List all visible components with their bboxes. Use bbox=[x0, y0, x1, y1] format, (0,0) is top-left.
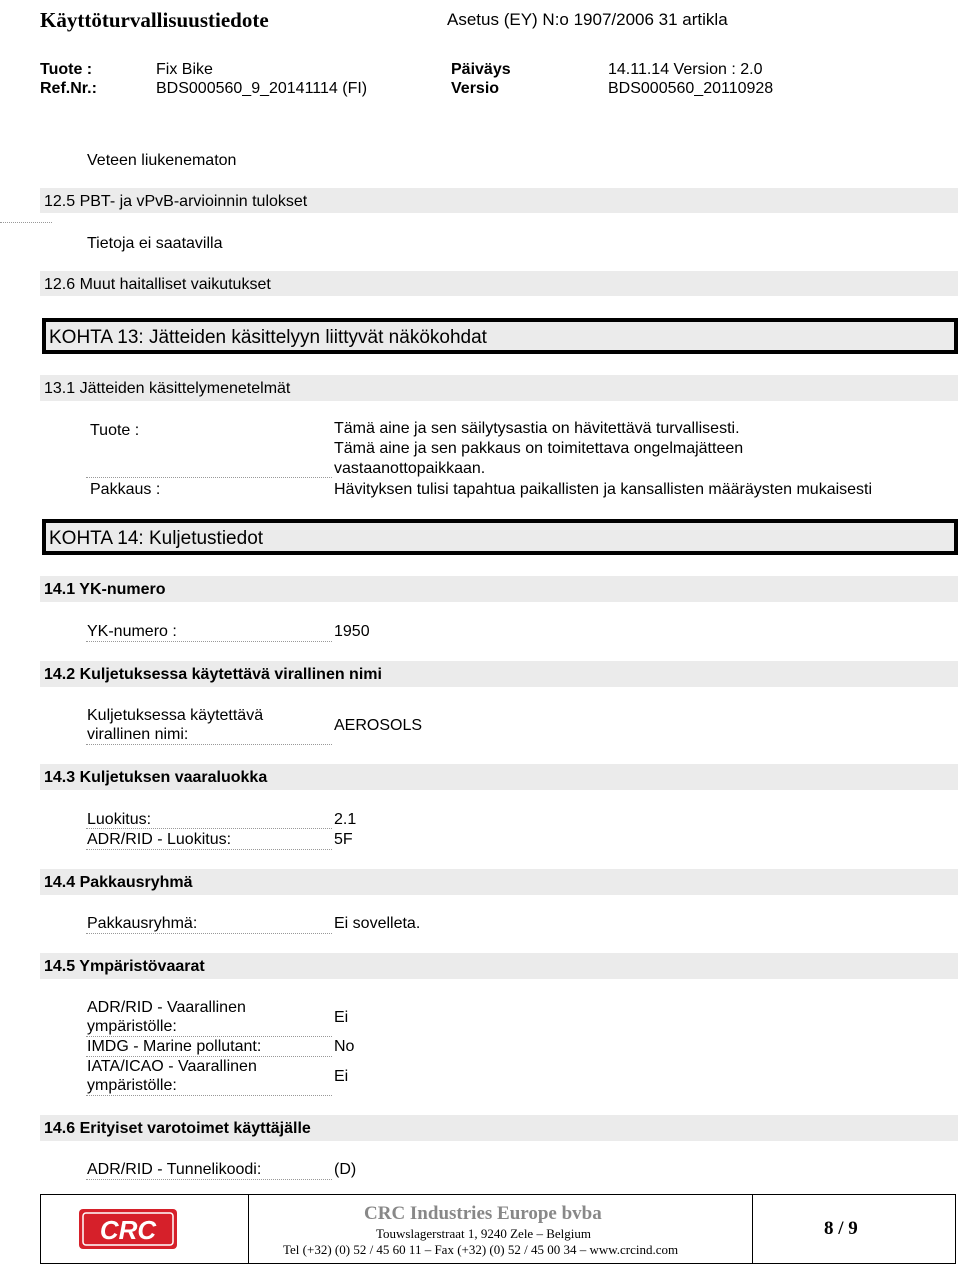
waste-packaging-text: Hävityksen tulisi tapahtua paikallisten ja kansallisten määräysten mukaisesti bbox=[334, 481, 873, 498]
env-adr-label: ADR/RID - Vaarallinen bbox=[87, 999, 246, 1016]
hazard-class-heading: 14.3 Kuljetuksen vaaraluokka bbox=[44, 769, 268, 786]
divider bbox=[86, 744, 332, 745]
env-iata-value: Ei bbox=[334, 1068, 349, 1085]
un-number-value: 1950 bbox=[334, 623, 370, 640]
section-13-title: KOHTA 13: Jätteiden käsittelyyn liittyvät näkökohdat bbox=[42, 318, 958, 354]
env-imdg-label: IMDG - Marine pollutant: bbox=[87, 1038, 262, 1055]
env-adr-label-2: ympäristölle: bbox=[87, 1018, 177, 1035]
water-solubility-text: Veteen liukenematon bbox=[87, 152, 237, 169]
class-value: 2.1 bbox=[334, 811, 357, 828]
waste-methods-heading: 13.1 Jätteiden käsittelymenetelmät bbox=[44, 380, 291, 397]
un-number-label: YK-numero : bbox=[87, 623, 177, 640]
shipping-name-label-2: virallinen nimi: bbox=[87, 726, 189, 743]
divider bbox=[86, 1095, 332, 1096]
packing-group-label: Pakkausryhmä: bbox=[87, 915, 198, 932]
tunnel-code-value: (D) bbox=[334, 1161, 357, 1178]
waste-packaging-label: Pakkaus : bbox=[90, 481, 161, 498]
date-label: Päiväys bbox=[451, 61, 511, 78]
divider bbox=[86, 641, 332, 642]
adr-class-label: ADR/RID - Luokitus: bbox=[87, 831, 232, 848]
section-14-title: KOHTA 14: Kuljetustiedot bbox=[42, 519, 958, 555]
waste-product-text-3: vastaanottopaikkaan. bbox=[334, 460, 486, 477]
version-label: Versio bbox=[451, 80, 500, 97]
waste-product-text-2: Tämä aine ja sen pakkaus on toimitettava ongelmajätteen bbox=[334, 440, 744, 457]
waste-product-text: Tämä aine ja sen säilytysastia on hävitettävä turvallisesti. bbox=[334, 420, 740, 437]
date-value: 14.11.14 Version : 2.0 bbox=[608, 61, 763, 78]
ref-value: BDS000560_9_20141114 (FI) bbox=[156, 80, 368, 97]
precautions-heading: 14.6 Erityiset varotoimet käyttäjälle bbox=[44, 1120, 311, 1137]
class-label: Luokitus: bbox=[87, 811, 152, 828]
shipping-name-label: Kuljetuksessa käytettävä bbox=[87, 707, 264, 724]
footer-divider bbox=[248, 1194, 249, 1264]
divider bbox=[86, 1179, 332, 1180]
version-value: BDS000560_20110928 bbox=[608, 80, 774, 97]
footer-company: CRC Industries Europe bvba bbox=[364, 1203, 602, 1224]
waste-product-label: Tuote : bbox=[90, 422, 140, 439]
other-effects-heading: 12.6 Muut haitalliset vaikutukset bbox=[44, 276, 271, 293]
footer-contact: Tel (+32) (0) 52 / 45 60 11 – Fax (+32) (0) 52 / 45 00 34 – www.crcind.com bbox=[283, 1242, 679, 1257]
env-iata-label-2: ympäristölle: bbox=[87, 1077, 177, 1094]
crc-logo bbox=[78, 1208, 178, 1250]
divider bbox=[86, 849, 332, 850]
divider bbox=[86, 477, 332, 478]
environmental-heading: 14.5 Ympäristövaarat bbox=[44, 958, 205, 975]
env-iata-label: IATA/ICAO - Vaarallinen bbox=[87, 1058, 257, 1075]
adr-class-value: 5F bbox=[334, 831, 353, 848]
product-name: Fix Bike bbox=[156, 61, 213, 78]
env-adr-value: Ei bbox=[334, 1009, 349, 1026]
divider bbox=[0, 222, 52, 223]
divider bbox=[86, 933, 332, 934]
document-title: Käyttöturvallisuustiedote bbox=[40, 8, 269, 32]
heading-bar bbox=[40, 576, 958, 602]
pbt-text: Tietoja ei saatavilla bbox=[87, 235, 223, 252]
divider bbox=[86, 828, 332, 829]
shipping-name-value: AEROSOLS bbox=[334, 717, 423, 734]
packing-group-heading: 14.4 Pakkausryhmä bbox=[44, 874, 193, 891]
page-number: 8 / 9 bbox=[824, 1218, 858, 1239]
footer-divider bbox=[752, 1194, 753, 1264]
ref-label: Ref.Nr.: bbox=[40, 80, 97, 97]
logo-text: CRC bbox=[99, 1215, 157, 1245]
un-number-heading: 14.1 YK-numero bbox=[44, 581, 166, 598]
pbt-heading: 12.5 PBT- ja vPvB-arvioinnin tulokset bbox=[44, 193, 308, 210]
footer-address: Touwslagerstraat 1, 9240 Zele – Belgium bbox=[376, 1226, 591, 1241]
packing-group-value: Ei sovelleta. bbox=[334, 915, 421, 932]
env-imdg-value: No bbox=[334, 1038, 355, 1055]
shipping-name-heading: 14.2 Kuljetuksessa käytettävä virallinen nimi bbox=[44, 666, 382, 683]
tunnel-code-label: ADR/RID - Tunnelikoodi: bbox=[87, 1161, 262, 1178]
regulation-reference: Asetus (EY) N:o 1907/2006 31 artikla bbox=[447, 10, 728, 29]
product-label: Tuote : bbox=[40, 61, 93, 78]
